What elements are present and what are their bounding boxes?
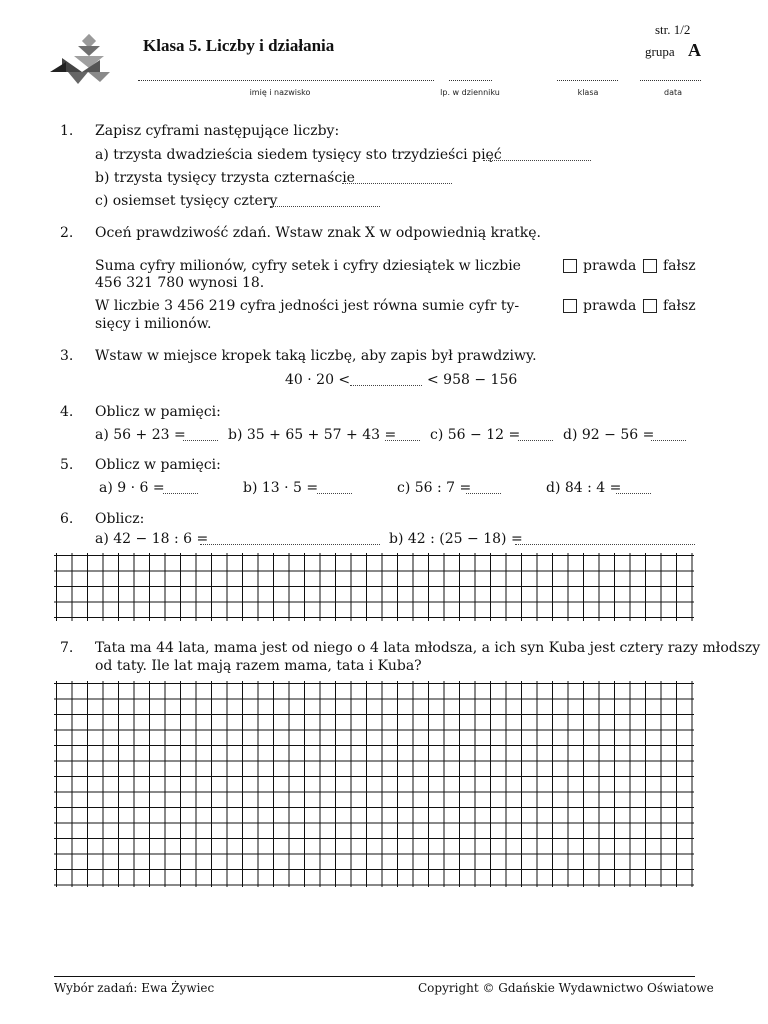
task-4a-text: a) 56 + 23 = xyxy=(95,427,186,443)
task-7-number: 7. xyxy=(60,640,74,656)
date-field[interactable] xyxy=(640,72,701,81)
task-4-number: 4. xyxy=(60,404,74,420)
name-field-label: imię i nazwisko xyxy=(249,88,311,97)
task-6-working-grid[interactable] xyxy=(54,553,694,621)
task-2-s2-false-label: fałsz xyxy=(663,298,696,314)
task-5b-answer[interactable] xyxy=(317,481,352,494)
task-5d-answer[interactable] xyxy=(616,481,651,494)
task-3-right-expression: < 958 − 156 xyxy=(427,372,518,388)
task-3-answer[interactable] xyxy=(350,373,422,386)
publisher-logo xyxy=(48,32,116,88)
footer-author: Wybór zadań: Ewa Żywiec xyxy=(54,981,215,995)
task-5c-text: c) 56 : 7 = xyxy=(397,480,472,496)
task-2-statement-2-line-1: W liczbie 3 456 219 cyfra jedności jest równa sumie cyfr ty- xyxy=(95,298,520,314)
task-2-s1-false-label: fałsz xyxy=(663,258,696,274)
task-2-s1-false-checkbox[interactable] xyxy=(643,259,657,273)
task-5a-text: a) 9 · 6 = xyxy=(99,480,165,496)
task-2-s2-false-checkbox[interactable] xyxy=(643,299,657,313)
task-2-number: 2. xyxy=(60,225,74,241)
task-7-line-1: Tata ma 44 lata, mama jest od niego o 4 lata młodsza, a ich syn Kuba jest cztery razy młodszy xyxy=(95,640,761,656)
task-4b-answer[interactable] xyxy=(385,428,420,441)
task-4d-text: d) 92 − 56 = xyxy=(563,427,655,443)
page-title: Klasa 5. Liczby i działania xyxy=(143,36,335,55)
task-4a-answer[interactable] xyxy=(183,428,218,441)
task-1-number: 1. xyxy=(60,123,74,139)
tangram-logo-icon xyxy=(48,32,116,88)
task-2-s2-true-checkbox[interactable] xyxy=(563,299,577,313)
task-7-working-grid[interactable] xyxy=(54,681,694,887)
class-field-label: klasa xyxy=(577,88,599,97)
task-5d-text: d) 84 : 4 = xyxy=(546,480,622,496)
date-field-label: data xyxy=(663,88,683,97)
task-6-prompt: Oblicz: xyxy=(95,511,145,527)
task-7-line-2: od taty. Ile lat mają razem mama, tata i Kuba? xyxy=(95,658,422,674)
class-field[interactable] xyxy=(557,72,618,81)
task-2-s2-true-label: prawda xyxy=(583,298,637,314)
task-3-left-expression: 40 · 20 < xyxy=(285,372,351,388)
task-3-prompt: Wstaw w miejsce kropek taką liczbę, aby zapis był prawdziwy. xyxy=(95,348,537,364)
task-1a-answer[interactable] xyxy=(483,148,591,161)
task-2-prompt: Oceń prawdziwość zdań. Wstaw znak X w odpowiednią kratkę. xyxy=(95,225,542,241)
task-5-prompt: Oblicz w pamięci: xyxy=(95,457,221,473)
task-1c-answer[interactable] xyxy=(270,194,380,207)
footer-divider xyxy=(54,976,695,977)
task-3-number: 3. xyxy=(60,348,74,364)
task-1c-text: c) osiemset tysięcy cztery xyxy=(95,193,278,209)
task-1a-text: a) trzysta dwadzieścia siedem tysięcy sto trzydzieści pięć xyxy=(95,147,502,163)
task-6a-answer[interactable] xyxy=(200,532,380,545)
task-6b-text: b) 42 : (25 − 18) = xyxy=(389,531,523,547)
task-4b-text: b) 35 + 65 + 57 + 43 = xyxy=(228,427,397,443)
number-field-label: lp. w dzienniku xyxy=(440,88,500,97)
task-4c-answer[interactable] xyxy=(518,428,553,441)
task-5a-answer[interactable] xyxy=(163,481,198,494)
task-5b-text: b) 13 · 5 = xyxy=(243,480,319,496)
task-1-prompt: Zapisz cyframi następujące liczby: xyxy=(95,123,340,139)
task-2-s1-true-label: prawda xyxy=(583,258,637,274)
group-value: A xyxy=(688,40,701,60)
group-label: grupa xyxy=(645,44,675,59)
task-1b-text: b) trzysta tysięcy trzysta czternaście xyxy=(95,170,355,186)
number-field[interactable] xyxy=(449,72,492,81)
task-5-number: 5. xyxy=(60,457,74,473)
page-number: str. 1/2 xyxy=(655,22,691,37)
task-2-s1-true-checkbox[interactable] xyxy=(563,259,577,273)
task-2-statement-1-line-2: 456 321 780 wynosi 18. xyxy=(95,275,265,291)
task-1b-answer[interactable] xyxy=(342,171,452,184)
task-4d-answer[interactable] xyxy=(651,428,686,441)
footer-copyright: Copyright © Gdańskie Wydawnictwo Oświatowe xyxy=(418,981,714,995)
task-6a-text: a) 42 − 18 : 6 = xyxy=(95,531,209,547)
name-field[interactable] xyxy=(138,72,434,81)
task-6b-answer[interactable] xyxy=(515,532,695,545)
task-2-statement-2-line-2: sięcy i milionów. xyxy=(95,316,212,332)
task-5c-answer[interactable] xyxy=(466,481,501,494)
task-6-number: 6. xyxy=(60,511,74,527)
task-4-prompt: Oblicz w pamięci: xyxy=(95,404,221,420)
task-2-statement-1-line-1: Suma cyfry milionów, cyfry setek i cyfry dziesiątek w liczbie xyxy=(95,258,521,274)
task-4c-text: c) 56 − 12 = xyxy=(430,427,521,443)
